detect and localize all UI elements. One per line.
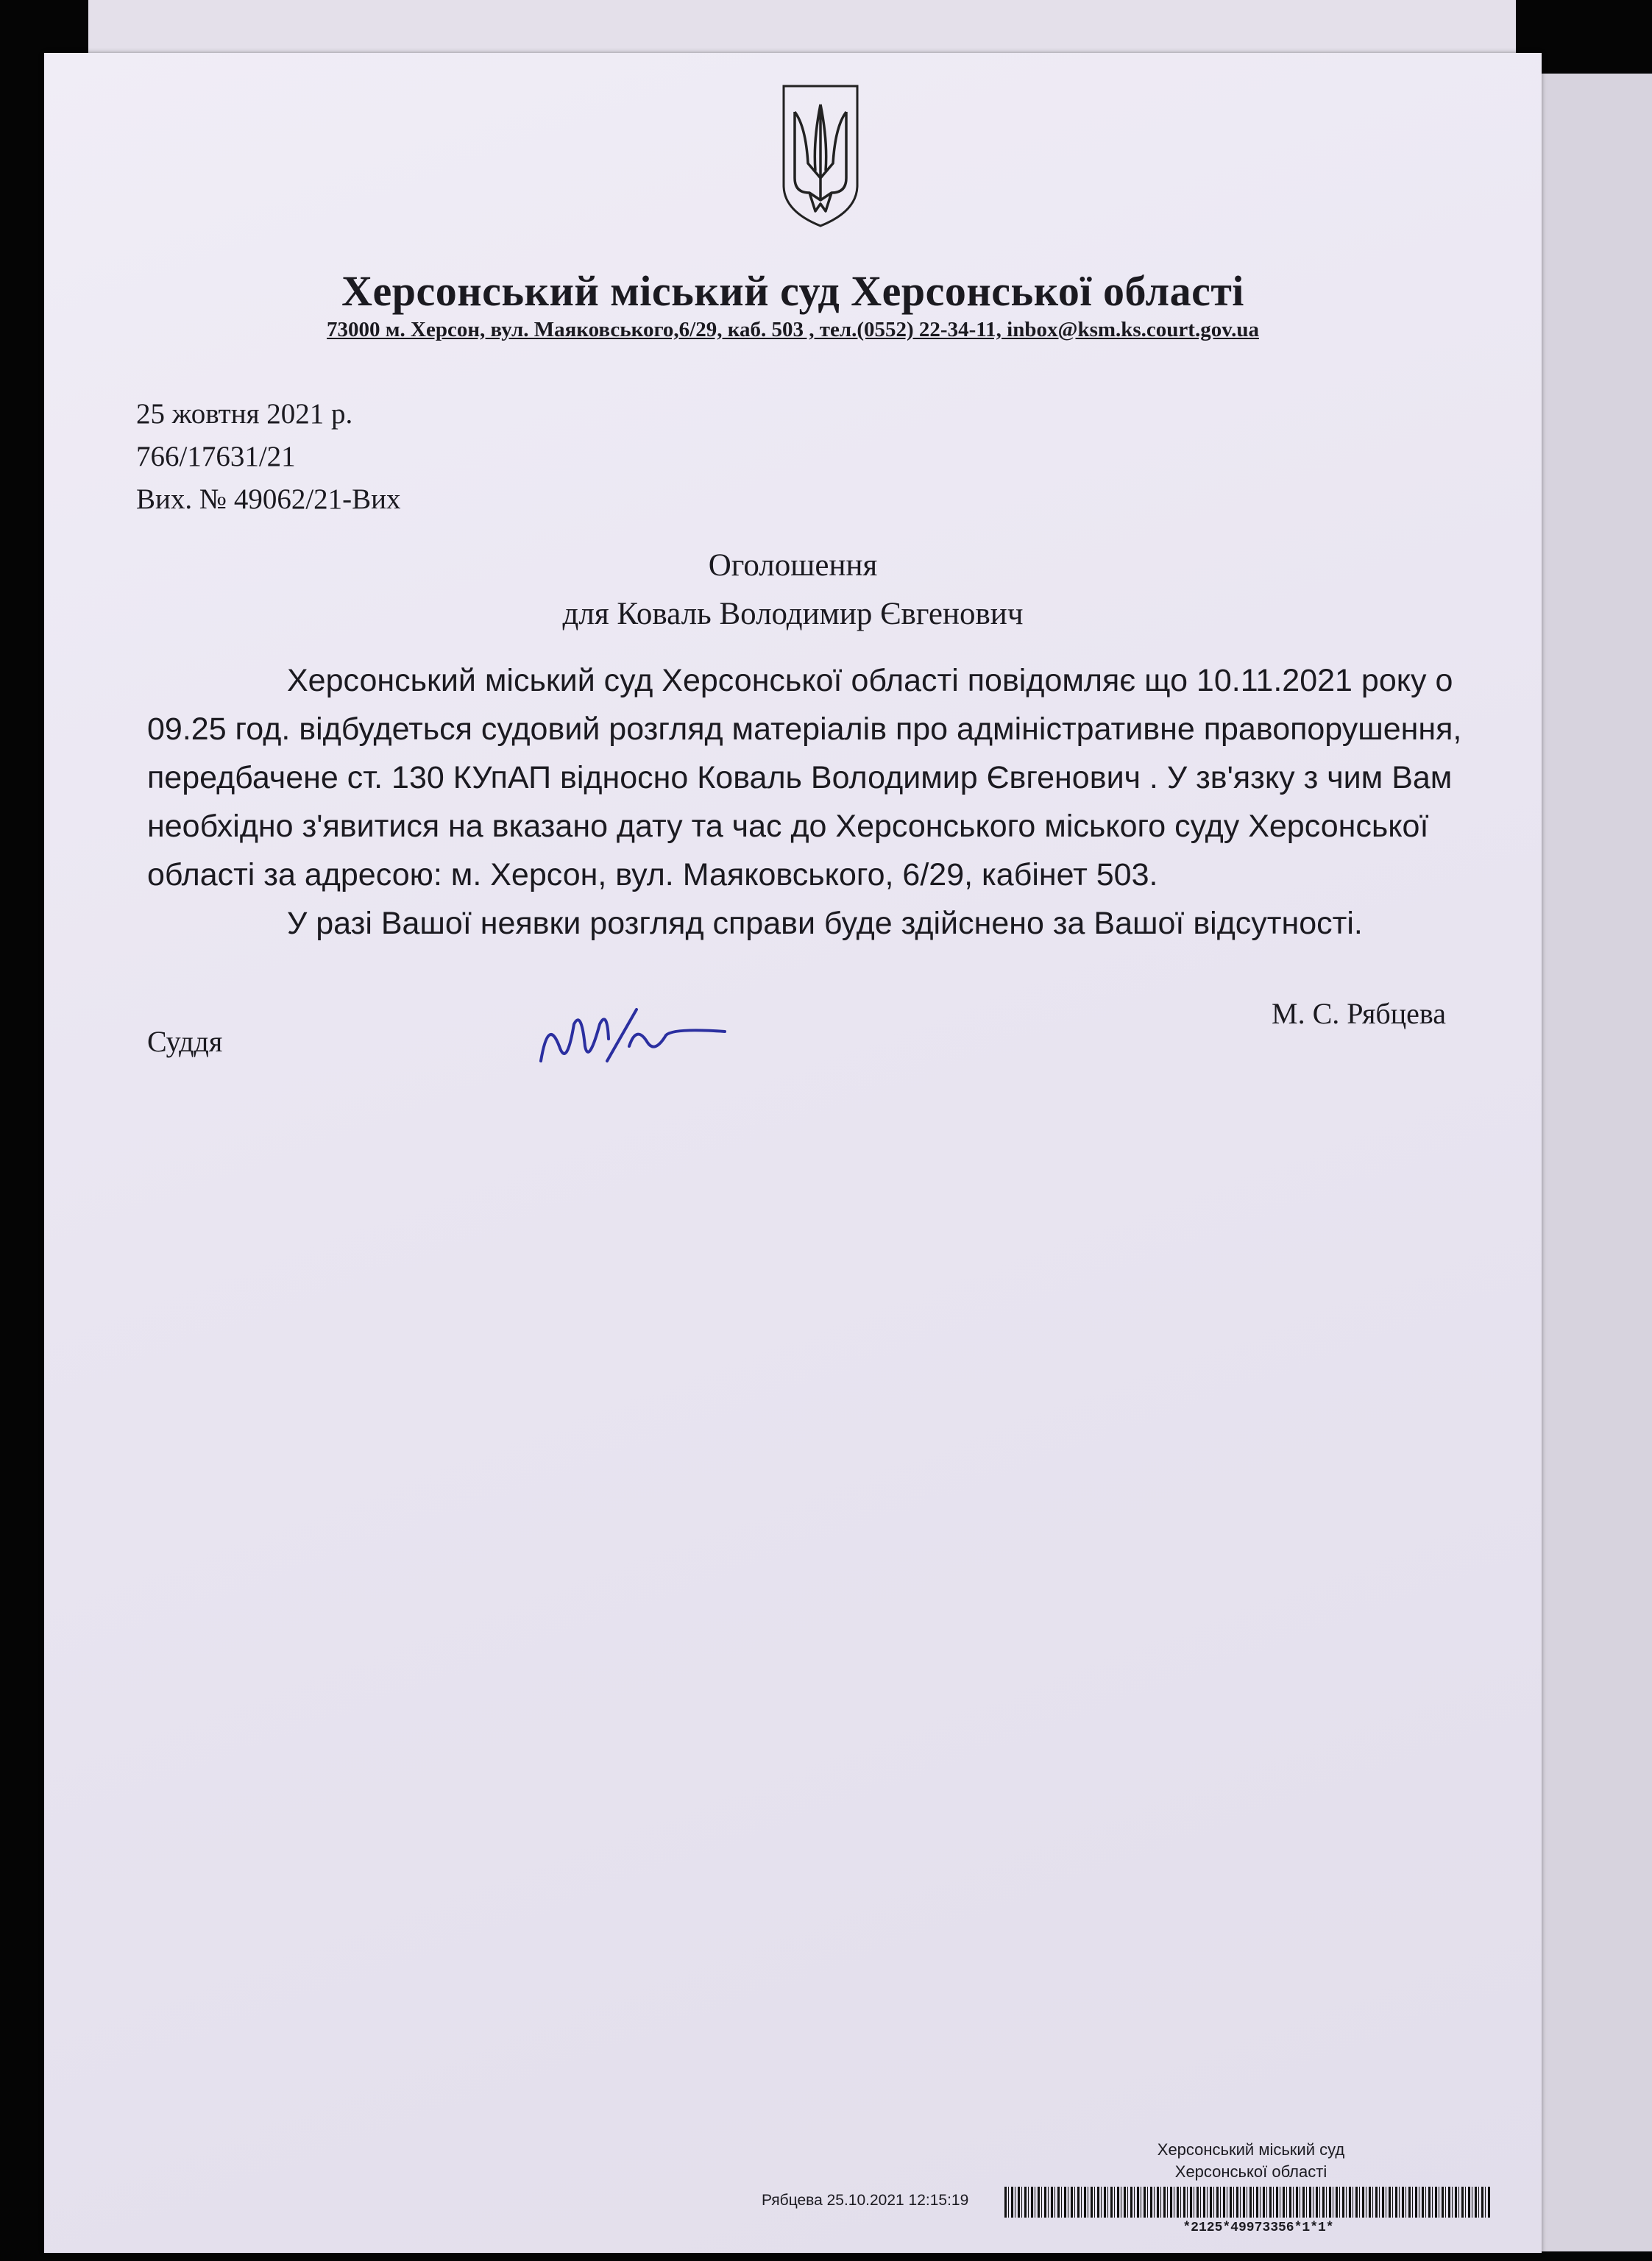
case-number: 766/17631/21 bbox=[136, 441, 296, 472]
signer-role: Суддя bbox=[147, 1025, 223, 1058]
notice-recipient: для Коваль Володимир Євгенович bbox=[562, 597, 1024, 631]
barcode-number: *2125*49973356*1*1* bbox=[1183, 2221, 1334, 2235]
document-page bbox=[44, 53, 1542, 2253]
barcode bbox=[1004, 2187, 1490, 2218]
notice-paragraph: Херсонський міський суд Херсонської області повідомляє що 10.11.2021 року о 09.25 год. відбудеться судовий розгляд матеріалів про адміністративне правопорушення, передбачене ст. 130 КУпАП відносно Коваль Володимир Євгенович . У зв'язку з чим Вам необхідно з'явитися на вказано дату та час до Херсонського міського суду Херсонської області за адресою: м. Херсон, вул. Маяковського, 6/29, кабінет 503. bbox=[147, 663, 1462, 892]
notice-body bbox=[147, 656, 1486, 948]
signer-name: М. С. Рябцева bbox=[1272, 997, 1446, 1030]
stamp-court-line: Херсонської області bbox=[1174, 2162, 1327, 2181]
signed-timestamp: Рябцева 25.10.2021 12:15:19 bbox=[762, 2192, 969, 2209]
handwritten-signature bbox=[526, 1002, 732, 1076]
outgoing-number: Вих. № 49062/21-Вих bbox=[136, 483, 401, 515]
notice-title: Оголошення bbox=[708, 548, 878, 583]
coat-of-arms-icon bbox=[780, 82, 861, 230]
stamp-court-line: Херсонський міський суд bbox=[1157, 2140, 1345, 2159]
court-address: 73000 м. Херсон, вул. Маяковського,6/29, каб. 503 , тел.(0552) 22-34-11, inbox@ksm.ks.court.gov.ua bbox=[327, 318, 1259, 341]
document-date: 25 жовтня 2021 р. bbox=[136, 398, 353, 430]
court-title: Херсонський міський суд Херсонської області bbox=[341, 267, 1244, 315]
notice-paragraph: У разі Вашої неявки розгляд справи буде здійснено за Вашої відсутності. bbox=[287, 906, 1363, 941]
court-stamp bbox=[1133, 2139, 1369, 2183]
